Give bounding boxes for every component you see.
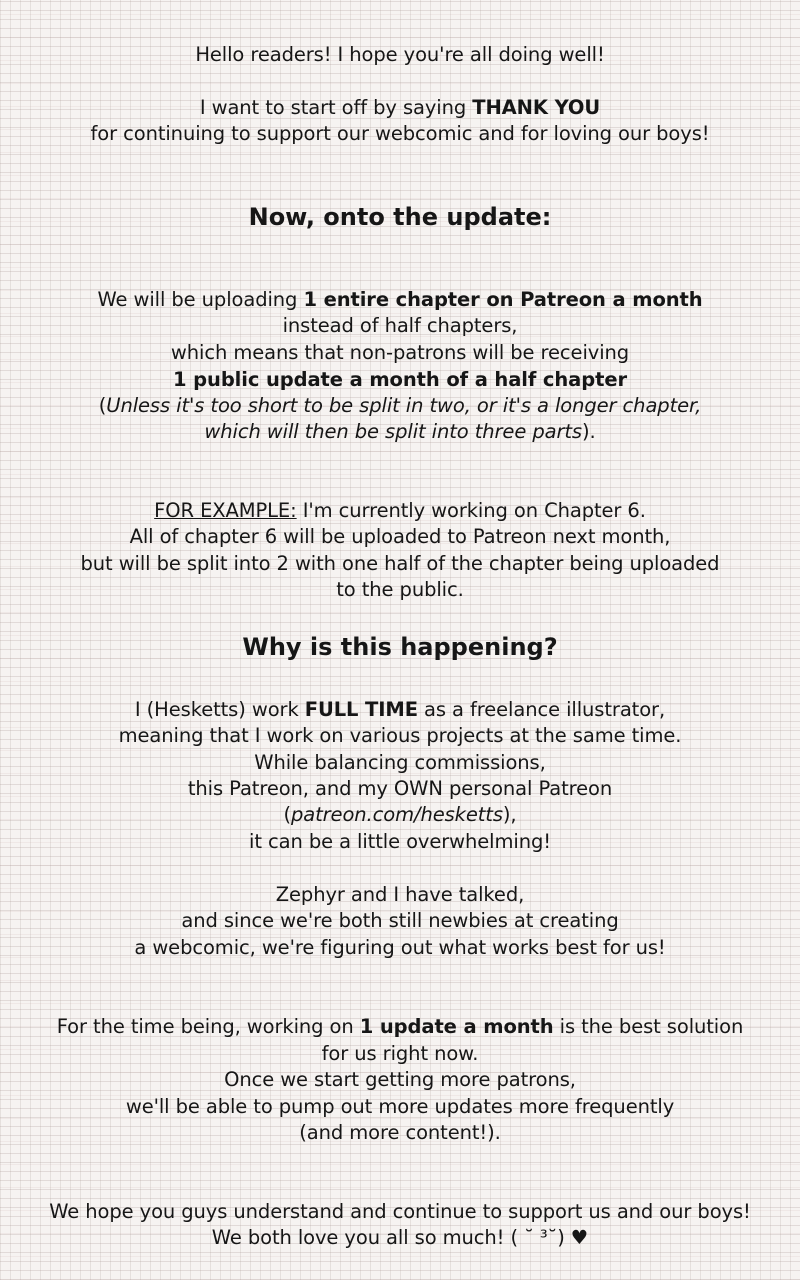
example-l1-rest: I'm currently working on Chapter 6. xyxy=(296,499,646,522)
thanks-line-1 xyxy=(0,95,800,121)
thanks-lead: I want to start off by saying xyxy=(199,96,473,119)
thanks-emphasis: THANK YOU xyxy=(472,96,601,119)
plan-line-4: we'll be able to pump out more updates more frequently xyxy=(125,1095,675,1118)
update-heading: Now, onto the update: xyxy=(248,203,552,231)
example-line-3: but will be split into 2 with one half of the chapter being uploaded xyxy=(80,552,720,575)
update-l1-pre: We will be uploading xyxy=(97,288,304,311)
greeting-text: Hello readers! I hope you're all doing well! xyxy=(195,43,605,66)
update-l5-italic: Unless it's too short to be split in two, or it's a longer chapter, xyxy=(106,394,702,417)
update-line-3: which means that non-patrons will be receiving xyxy=(170,341,630,364)
why-l1-bold: FULL TIME xyxy=(304,698,418,721)
update-line-6 xyxy=(0,419,800,445)
why-l5-close: ), xyxy=(502,803,517,826)
update-l4-bold: 1 public update a month of a half chapter xyxy=(173,368,627,391)
example-label: FOR EXAMPLE: xyxy=(154,499,297,522)
example-line-1 xyxy=(0,498,800,524)
update-l6-italic: which will then be split into three parts xyxy=(204,420,582,443)
example-line-2: All of chapter 6 will be uploaded to Patreon next month, xyxy=(129,525,671,548)
why-l1-pre: I (Hesketts) work xyxy=(134,698,305,721)
why-line-6: it can be a little overwhelming! xyxy=(249,830,551,853)
plan-l1-bold: 1 update a month xyxy=(359,1015,554,1038)
why-l1-post: as a freelance illustrator, xyxy=(417,698,666,721)
update-l1-bold: 1 entire chapter on Patreon a month xyxy=(303,288,703,311)
plan-l1-pre: For the time being, working on xyxy=(56,1015,360,1038)
update-line-2: instead of half chapters, xyxy=(282,314,518,337)
why-line-3: While balancing commissions, xyxy=(254,751,546,774)
patreon-link-text: patreon.com/hesketts xyxy=(290,803,503,826)
plan-l1-post: is the best solution xyxy=(553,1015,744,1038)
why-line-2: meaning that I work on various projects at the same time. xyxy=(118,724,682,747)
why-line-4: this Patreon, and my OWN personal Patreon xyxy=(187,777,613,800)
talk-line-1: Zephyr and I have talked, xyxy=(275,883,525,906)
thanks-text: for continuing to support our webcomic and for loving our boys! xyxy=(90,122,710,145)
plan-line-1 xyxy=(0,1014,800,1040)
why-l5-open: ( xyxy=(283,803,291,826)
greeting-line xyxy=(0,42,800,68)
update-line-4 xyxy=(0,367,800,393)
why-heading: Why is this happening? xyxy=(242,633,558,661)
talk-line-3: a webcomic, we're figuring out what works best for us! xyxy=(134,936,666,959)
update-line-5 xyxy=(0,393,800,419)
plan-line-5: (and more content!). xyxy=(299,1121,501,1144)
why-line-1 xyxy=(0,697,800,723)
update-l6-close: ). xyxy=(581,420,596,443)
why-line-5 xyxy=(0,802,800,828)
talk-line-2: and since we're both still newbies at creating xyxy=(181,909,619,932)
closing-line-2: We both love you all so much! ( ˘ ³˘) ♥ xyxy=(211,1226,589,1249)
thanks-line-2 xyxy=(0,121,800,147)
update-l5-open: ( xyxy=(98,394,107,417)
plan-line-3: Once we start getting more patrons, xyxy=(224,1068,576,1091)
example-line-4: to the public. xyxy=(336,578,464,601)
update-line-1 xyxy=(0,287,800,313)
closing-line-1: We hope you guys understand and continue to support us and our boys! xyxy=(49,1200,751,1223)
plan-line-2: for us right now. xyxy=(321,1042,479,1065)
